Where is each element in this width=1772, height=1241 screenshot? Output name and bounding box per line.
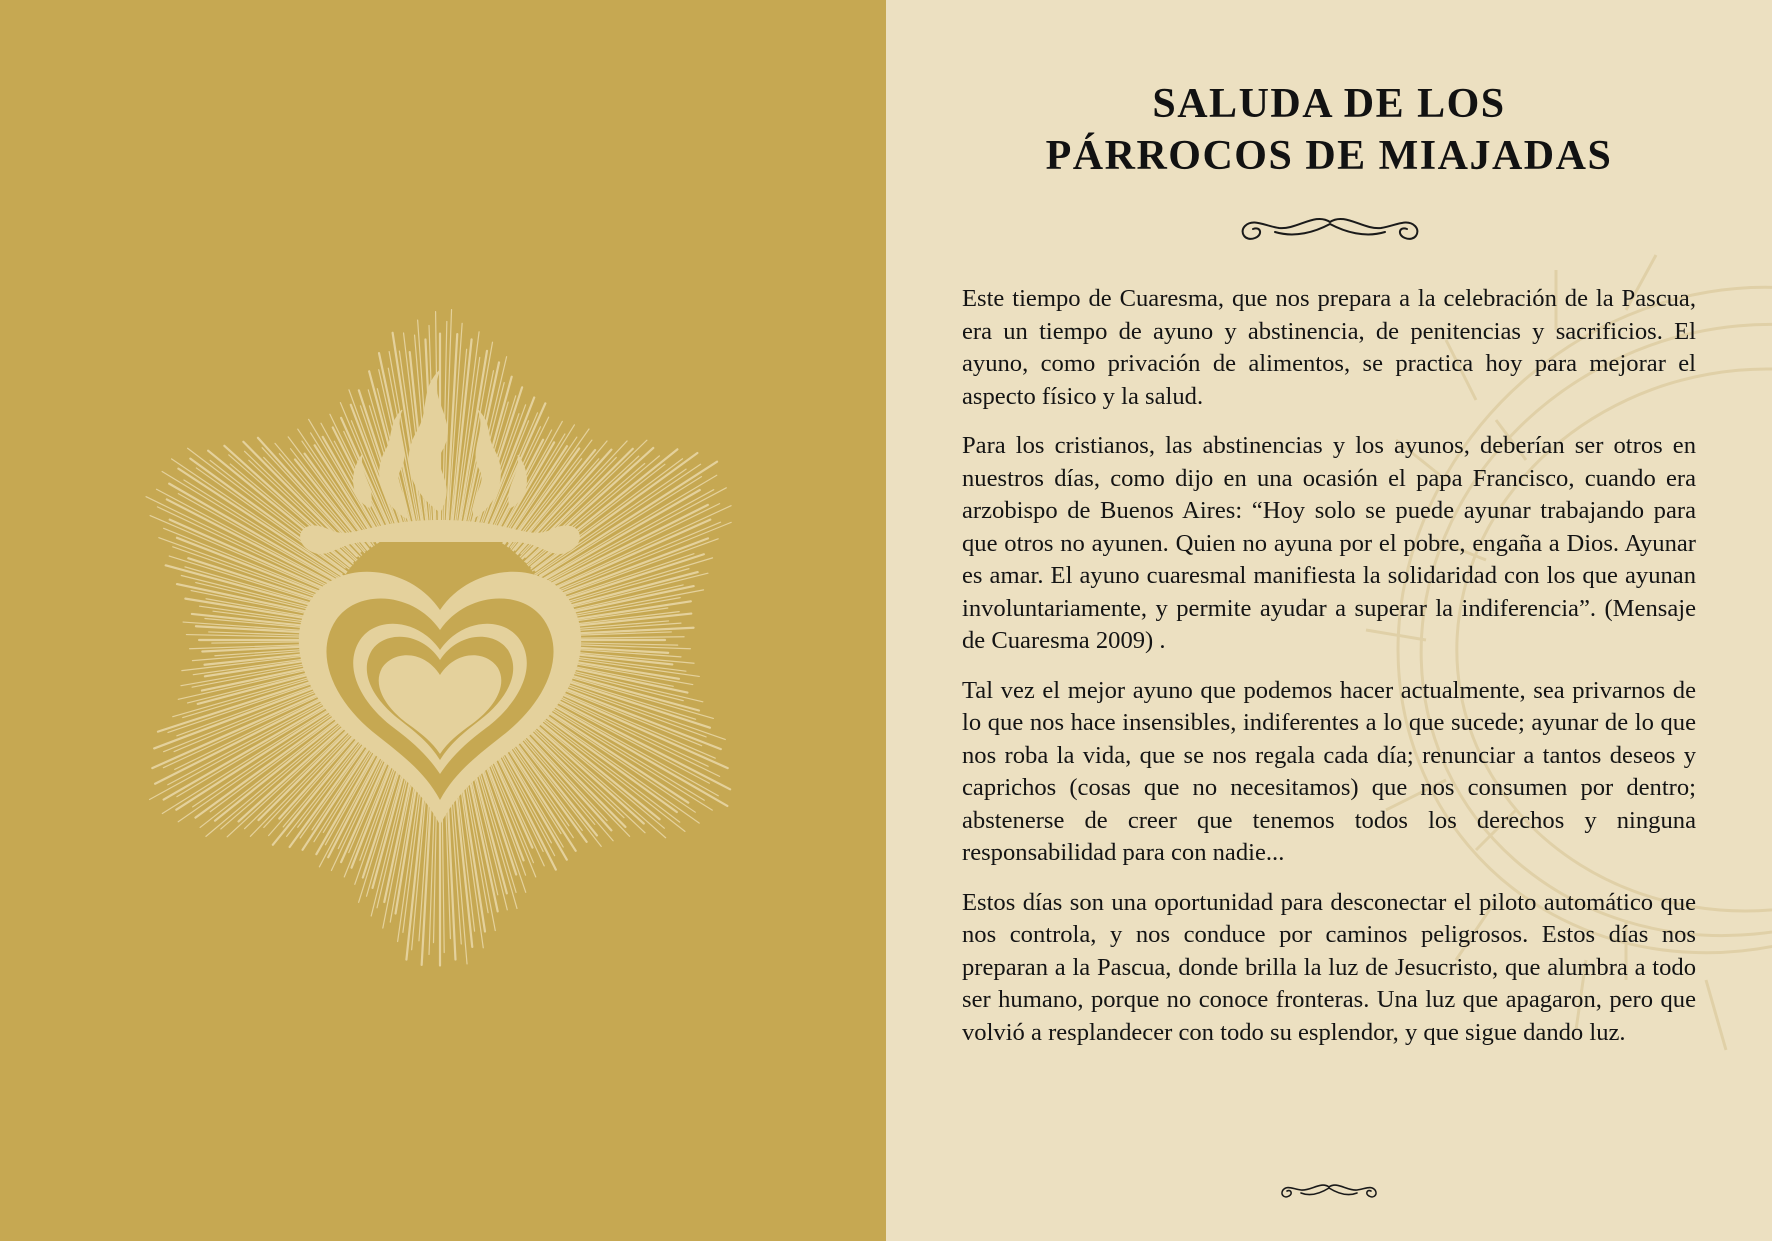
paragraph: Este tiempo de Cuaresma, que nos prepara a la celebración de la Pascua, era un tiempo de ayuno y abstinencia, de penitencias y sacrificios. El ayuno, como privación de alimentos, se practica hoy para mejorar el aspecto físico y la salud. [962,285,1696,410]
body-text [962,283,1696,1066]
paragraph: Estos días son una oportunidad para desconectar el piloto automático que nos controla, y nos conduce por caminos peligrosos. Estos días nos preparan a la Pascua, donde brilla la luz de Jesucristo, que alumbra a todo ser humano, porque no conoce fronteras. Una luz que apagaron, pero que volvió a resplandecer con todo su esplendor, y que sigue dando luz. [962,888,1696,1046]
right-page [886,0,1772,1241]
sacred-heart-radiant-icon [130,280,750,970]
paragraph: Tal vez el mejor ayuno que podemos hacer actualmente, sea privarnos de lo que nos hace insensibles, indiferentes a lo que sucede; ayunar de lo que nos roba la vida, que se nos regala cada día; renunciar a tantos deseos y caprichos (cosas que no necesitamos) que nos consumen por dentro; abstenerse de creer que tenemos todos los derechos y ninguna responsabilidad para con nadie... [962,676,1696,866]
flourish-divider-icon [1235,208,1425,248]
flourish-small-icon [1279,1177,1379,1205]
page-title [886,78,1772,182]
title-line-1: SALUDA DE LOS [1152,81,1506,127]
paragraph: Para los cristianos, las abstinencias y los ayunos, deberían ser otros en nuestros días, como dijo en una ocasión el papa Francisco, cuando era arzobispo de Buenos Aires: “Hoy solo se puede ayunar trabajando para que otros no ayunen. Quien no ayuna por el pobre, engaña a Dios. Ayunar es amar. El ayuno cuaresmal manifiesta la solidaridad con los que ayunan involuntariamente, y permite ayudar a superar la indiferencia”. (Mensaje de Cuaresma 2009) . [962,432,1696,654]
title-line-2: PÁRROCOS DE MIAJADAS [1045,133,1613,179]
